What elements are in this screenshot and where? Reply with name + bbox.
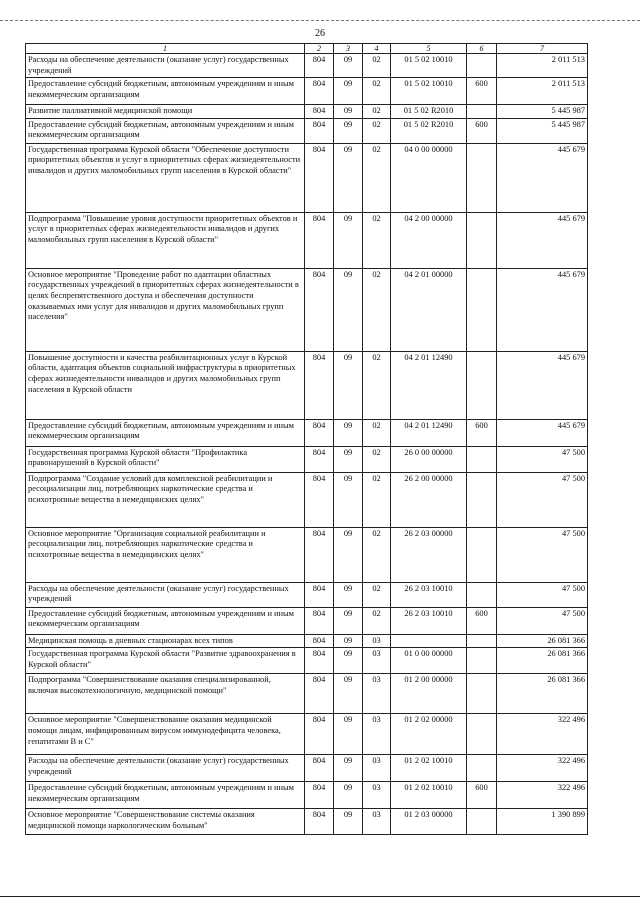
row-grbs: 804	[305, 582, 334, 607]
row-amount: 5 445 987	[497, 118, 588, 143]
row-subsection: 02	[363, 143, 391, 212]
table-row	[26, 648, 588, 674]
row-expense-type	[467, 446, 497, 472]
row-subsection: 03	[363, 782, 391, 809]
table-row	[26, 351, 588, 419]
row-subsection: 02	[363, 527, 391, 582]
row-name: Предоставление субсидий бюджетным, автономным учреждениям и иным некоммерческим организациям	[26, 607, 305, 634]
row-section: 09	[334, 446, 363, 472]
row-grbs: 804	[305, 634, 334, 648]
row-target-article: 04 2 01 12490	[391, 419, 467, 446]
row-expense-type: 600	[467, 419, 497, 446]
row-section: 09	[334, 714, 363, 755]
table-row	[26, 472, 588, 527]
row-expense-type: 600	[467, 782, 497, 809]
row-section: 09	[334, 782, 363, 809]
row-name: Основное мероприятие "Организация социальной реабилитации и ресоциализации лиц, потребляющих наркотические средства и психотропные вещества в немедицинских целях"	[26, 527, 305, 582]
table-row	[26, 268, 588, 351]
row-grbs: 804	[305, 212, 334, 268]
row-section: 09	[334, 674, 363, 714]
row-name: Основное мероприятие "Совершенствование оказания медицинской помощи лицам, инфицированным вирусом иммунодефицита человека, гепатитами В и С"	[26, 714, 305, 755]
row-grbs: 804	[305, 54, 334, 78]
table-body	[26, 54, 588, 835]
row-grbs: 804	[305, 527, 334, 582]
row-name: Предоставление субсидий бюджетным, автономным учреждениям и иным некоммерческим организациям	[26, 782, 305, 809]
table-row	[26, 527, 588, 582]
row-grbs: 804	[305, 351, 334, 419]
scan-edge-top	[0, 20, 640, 21]
row-section: 09	[334, 78, 363, 105]
row-expense-type	[467, 212, 497, 268]
col-header-subsection: 4	[363, 44, 391, 54]
row-name: Развитие паллиативной медицинской помощи	[26, 105, 305, 119]
row-subsection: 02	[363, 419, 391, 446]
row-subsection: 03	[363, 755, 391, 782]
row-expense-type	[467, 527, 497, 582]
row-amount: 47 500	[497, 472, 588, 527]
table-row	[26, 143, 588, 212]
row-amount: 2 011 513	[497, 54, 588, 78]
row-name: Подпрограмма "Совершенствование оказания специализированной, включая высокотехнологичную, медицинской помощи"	[26, 674, 305, 714]
col-header-target-article: 5	[391, 44, 467, 54]
row-amount: 322 496	[497, 755, 588, 782]
row-subsection: 02	[363, 582, 391, 607]
table-row	[26, 809, 588, 835]
row-amount: 26 081 366	[497, 648, 588, 674]
row-amount: 47 500	[497, 446, 588, 472]
col-header-grbs: 2	[305, 44, 334, 54]
row-amount: 47 500	[497, 607, 588, 634]
row-name: Подпрограмма "Создание условий для комплексной реабилитации и ресоциализации лиц, потребляющих наркотические средства и психотропные вещества в немедицинских целях"	[26, 472, 305, 527]
row-grbs: 804	[305, 809, 334, 835]
row-grbs: 804	[305, 674, 334, 714]
row-subsection: 02	[363, 268, 391, 351]
row-name: Предоставление субсидий бюджетным, автономным учреждениям и иным некоммерческим организациям	[26, 419, 305, 446]
row-grbs: 804	[305, 105, 334, 119]
row-target-article: 01 5 02 10010	[391, 78, 467, 105]
row-section: 09	[334, 648, 363, 674]
row-expense-type	[467, 582, 497, 607]
row-grbs: 804	[305, 78, 334, 105]
row-name: Повышение доступности и качества реабилитационных услуг в Курской области, адаптация объектов социальной инфраструктуры в приоритетных сферах жизнедеятельности инвалидов и других маломобильных групп населения в Курской области	[26, 351, 305, 419]
row-grbs: 804	[305, 755, 334, 782]
row-target-article: 01 5 02 R2010	[391, 105, 467, 119]
row-grbs: 804	[305, 419, 334, 446]
row-amount: 445 679	[497, 143, 588, 212]
row-expense-type	[467, 648, 497, 674]
table-row	[26, 419, 588, 446]
table-row	[26, 78, 588, 105]
row-target-article: 01 2 02 00000	[391, 714, 467, 755]
row-name: Государственная программа Курской области "Профилактика правонарушений в Курской области"	[26, 446, 305, 472]
row-target-article: 26 2 03 10010	[391, 607, 467, 634]
row-subsection: 03	[363, 809, 391, 835]
row-section: 09	[334, 268, 363, 351]
row-section: 09	[334, 351, 363, 419]
row-expense-type	[467, 755, 497, 782]
row-section: 09	[334, 143, 363, 212]
row-amount: 445 679	[497, 351, 588, 419]
row-section: 09	[334, 105, 363, 119]
row-target-article: 01 5 02 10010	[391, 54, 467, 78]
row-amount: 47 500	[497, 582, 588, 607]
table-row	[26, 54, 588, 78]
row-grbs: 804	[305, 143, 334, 212]
row-section: 09	[334, 582, 363, 607]
table-row	[26, 782, 588, 809]
row-subsection: 02	[363, 212, 391, 268]
row-name: Расходы на обеспечение деятельности (оказание услуг) государственных учреждений	[26, 582, 305, 607]
row-section: 09	[334, 212, 363, 268]
row-section: 09	[334, 527, 363, 582]
row-grbs: 804	[305, 607, 334, 634]
row-grbs: 804	[305, 118, 334, 143]
row-amount: 445 679	[497, 212, 588, 268]
row-name: Предоставление субсидий бюджетным, автономным учреждениям и иным некоммерческим организациям	[26, 118, 305, 143]
table-row	[26, 674, 588, 714]
row-amount: 445 679	[497, 419, 588, 446]
row-expense-type	[467, 143, 497, 212]
row-expense-type	[467, 351, 497, 419]
row-amount: 322 496	[497, 782, 588, 809]
table-row	[26, 446, 588, 472]
row-amount: 1 390 899	[497, 809, 588, 835]
row-name: Предоставление субсидий бюджетным, автономным учреждениям и иным некоммерческим организациям	[26, 78, 305, 105]
column-number-row	[26, 44, 588, 54]
row-section: 09	[334, 419, 363, 446]
scan-edge-bottom	[0, 896, 640, 897]
table-row	[26, 212, 588, 268]
row-subsection: 02	[363, 54, 391, 78]
row-target-article: 26 2 03 00000	[391, 527, 467, 582]
row-amount: 5 445 987	[497, 105, 588, 119]
row-name: Государственная программа Курской области "Обеспечение доступности приоритетных объектов и услуг в приоритетных сферах жизнедеятельности инвалидов и других маломобильных групп населения в Курской области"	[26, 143, 305, 212]
row-subsection: 02	[363, 351, 391, 419]
row-grbs: 804	[305, 472, 334, 527]
table-row	[26, 755, 588, 782]
row-target-article: 26 0 00 00000	[391, 446, 467, 472]
row-target-article: 04 2 01 00000	[391, 268, 467, 351]
row-expense-type	[467, 472, 497, 527]
row-expense-type	[467, 105, 497, 119]
row-subsection: 03	[363, 674, 391, 714]
row-amount: 26 081 366	[497, 674, 588, 714]
table-row	[26, 118, 588, 143]
row-amount: 2 011 513	[497, 78, 588, 105]
row-amount: 445 679	[497, 268, 588, 351]
table-row	[26, 105, 588, 119]
row-name: Государственная программа Курской области "Развитие здравоохранения в Курской области"	[26, 648, 305, 674]
row-grbs: 804	[305, 446, 334, 472]
col-header-expense-type: 6	[467, 44, 497, 54]
row-target-article: 26 2 00 00000	[391, 472, 467, 527]
row-expense-type: 600	[467, 118, 497, 143]
row-expense-type: 600	[467, 607, 497, 634]
col-header-name: 1	[26, 44, 305, 54]
row-expense-type	[467, 634, 497, 648]
row-target-article: 01 5 02 R2010	[391, 118, 467, 143]
row-target-article: 04 2 01 12490	[391, 351, 467, 419]
row-subsection: 02	[363, 446, 391, 472]
row-expense-type	[467, 714, 497, 755]
row-grbs: 804	[305, 268, 334, 351]
table-row	[26, 634, 588, 648]
row-name: Основное мероприятие "Совершенствование системы оказания медицинской помощи наркологическим больным"	[26, 809, 305, 835]
row-expense-type	[467, 268, 497, 351]
table-row	[26, 714, 588, 755]
row-name: Основное мероприятие "Проведение работ по адаптации областных государственных учреждений в приоритетных сферах жизнедеятельности в целях беспрепятственного доступа и обеспечения доступности оказываемых ими услуг для инвалидов и других маломобильных групп населения"	[26, 268, 305, 351]
row-subsection: 03	[363, 714, 391, 755]
row-name: Расходы на обеспечение деятельности (оказание услуг) государственных учреждений	[26, 54, 305, 78]
row-subsection: 02	[363, 78, 391, 105]
row-expense-type	[467, 54, 497, 78]
row-subsection: 03	[363, 634, 391, 648]
row-amount: 322 496	[497, 714, 588, 755]
col-header-section: 3	[334, 44, 363, 54]
row-name: Подпрограмма "Повышение уровня доступности приоритетных объектов и услуг в приоритетных сферах жизнедеятельности инвалидов и других маломобильных групп населения в Курской области"	[26, 212, 305, 268]
row-subsection: 02	[363, 118, 391, 143]
row-section: 09	[334, 54, 363, 78]
row-target-article: 01 0 00 00000	[391, 648, 467, 674]
budget-table	[25, 43, 588, 835]
row-section: 09	[334, 472, 363, 527]
row-grbs: 804	[305, 782, 334, 809]
row-target-article: 04 2 00 00000	[391, 212, 467, 268]
row-expense-type	[467, 809, 497, 835]
row-section: 09	[334, 809, 363, 835]
row-expense-type: 600	[467, 78, 497, 105]
table-row	[26, 607, 588, 634]
row-section: 09	[334, 634, 363, 648]
row-expense-type	[467, 674, 497, 714]
row-name: Медицинская помощь в дневных стационарах всех типов	[26, 634, 305, 648]
row-subsection: 03	[363, 648, 391, 674]
row-target-article: 04 0 00 00000	[391, 143, 467, 212]
row-subsection: 02	[363, 472, 391, 527]
row-section: 09	[334, 118, 363, 143]
row-section: 09	[334, 755, 363, 782]
page-number: 26	[315, 28, 325, 39]
row-name: Расходы на обеспечение деятельности (оказание услуг) государственных учреждений	[26, 755, 305, 782]
row-grbs: 804	[305, 648, 334, 674]
col-header-amount: 7	[497, 44, 588, 54]
row-target-article: 01 2 02 10010	[391, 755, 467, 782]
row-target-article: 26 2 03 10010	[391, 582, 467, 607]
row-subsection: 02	[363, 607, 391, 634]
row-amount: 26 081 366	[497, 634, 588, 648]
row-grbs: 804	[305, 714, 334, 755]
table-row	[26, 582, 588, 607]
row-target-article: 01 2 00 00000	[391, 674, 467, 714]
row-subsection: 02	[363, 105, 391, 119]
row-section: 09	[334, 607, 363, 634]
row-amount: 47 500	[497, 527, 588, 582]
row-target-article: 01 2 02 10010	[391, 782, 467, 809]
row-target-article: 01 2 03 00000	[391, 809, 467, 835]
row-target-article	[391, 634, 467, 648]
